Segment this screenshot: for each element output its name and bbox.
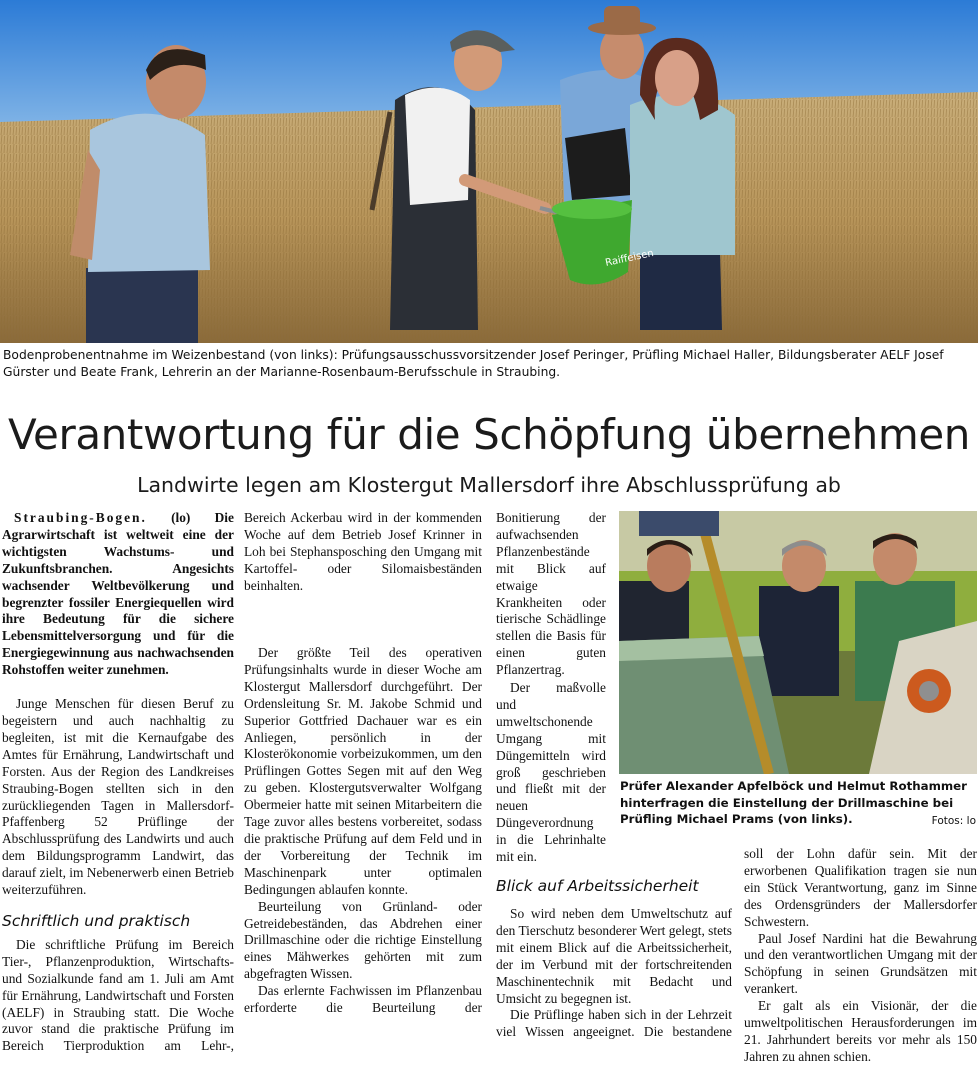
- paragraph: soll der Lohn dafür sein. Mit der erworbenen Qualifikation tragen sie nun ein Stück Verantwortung, ganz im Sinne des Ordensgründers der Mallersdorfer Schwestern.: [744, 846, 977, 929]
- paragraph: Das erlernte Fachwissen im Pflanzenbau erforderte die Beurteilung der: [244, 983, 482, 1016]
- paragraph: So wird neben dem Umweltschutz auf den Tierschutz besonderer Wert gelegt, stets mit einem Blick auf die Arbeitssicherheit, der im Verbund mit der fortschreitenden Maschinentechnik mit Bedacht und Umsicht zu begegnen ist.: [496, 906, 732, 1006]
- article-column-1: [2, 510, 234, 1055]
- author-tag: (lo): [171, 510, 191, 525]
- paragraph: Bonitierung der aufwachsenden Pflanzenbestände mit Blick auf etwaige Krankheiten oder tierische Schädlinge stellen die Basis für einen guten Pflanzertrag.: [496, 510, 606, 678]
- lead-text: Die Agrarwirtschaft ist weltweit eine der wichtigsten Wachstums- und Zukunftsbranchen. Angesichts wachsender Weltbevölkerung und begrenzter fossiler Energiequellen wird ihre Bedeutung für die sichere Lebensmittelversorgung und für die Energiegewinnung aus nachwachsenden Rohstoffen weiter zunehmen.: [2, 510, 234, 678]
- lead-paragraph: [2, 510, 234, 679]
- paragraph-continuation: Bereich Ackerbau wird in der kommenden Woche auf dem Betrieb Josef Krinner in Loh bei Stephansposching den Umgang mit Kartoffel- oder Silomaisbeständen beinhalten.: [244, 510, 482, 593]
- subheadline: Landwirte legen am Klostergut Mallersdorf ihre Abschlussprüfung ab: [137, 473, 841, 497]
- headline: Verantwortung für die Schöpfung übernehmen: [7, 410, 971, 459]
- paragraph: Er galt als ein Visionär, der die umweltpolitischen Herausforderungen im 21. Jahrhundert bereits vor mehr als 150 Jahren zu ahnen schien.: [744, 998, 977, 1064]
- side-photo-caption: [620, 778, 976, 830]
- subheading: Schriftlich und praktisch: [2, 911, 191, 930]
- subheading: Blick auf Arbeitssicherheit: [496, 877, 699, 895]
- paragraph: [244, 510, 482, 645]
- photo-credit: Fotos: lo: [931, 815, 976, 827]
- dateline: Straubing-Bogen.: [14, 510, 147, 525]
- side-photo: [619, 511, 977, 774]
- article-column-4: [744, 846, 977, 1066]
- top-photo: [0, 0, 978, 343]
- paragraph: Der größte Teil des operativen Prüfungsinhalts wurde in dieser Woche am Klostergut Mallersdorf durchgeführt. Der Ordensleitung Sr. M. Jakobe Schmid und Superior Gottfried Dachauer war es ein Anliegen, persönlich in der Klosterökonomie vorbeizukommen, um den Prüflingen Gottes Segen mit auf den Weg zu geben. Klostergutsverwalter Wolfgang Obermeier hatte mit seinen Mitarbeitern die Tage zuvor alles bestens vorbereitet, sodass die praktische Prüfung auf dem Feld und in der Vorbereitung der Technik im Maschinenpark unter optimalen Bedingungen ablaufen konnte.: [244, 645, 482, 897]
- top-photo-caption: Bodenprobenentnahme im Weizenbestand (von links): Prüfungsausschussvorsitzender Josef Peringer, Prüfling Michael Haller, Bildungsberater AELF Josef Gürster und Beate Frank, Lehrerin an der Marianne-Rosenbaum-Berufsschule in Straubing.: [3, 348, 944, 379]
- paragraph: Junge Menschen für diesen Beruf zu begeistern und auch nachhaltig zu begleiten, ist mit die Kernaufgabe des Amtes für Ernährung, Landwirtschaft und Forsten. Aus der Region des Landkreises Straubing-Bogen stellten sich in den zurückliegenden Tagen in Mallersdorf-Pfaffenberg 52 Prüflinge der Abschlussprüfung des Landwirts und auch dem Bildungsprogramm Landwirt, das darauf zielt, im Nebenerwerb einen Betrieb weiterzuführen.: [2, 696, 234, 898]
- article-column-3-lower: [496, 876, 732, 1041]
- article-column-2: [244, 510, 482, 1017]
- paragraph: Paul Josef Nardini hat die Bewahrung und den verantwortlichen Umgang mit der Schöpfung in seinen Grundsätzen mit verankert.: [744, 930, 977, 997]
- bucket-logo-text: Raiffeisen: [604, 247, 655, 269]
- article-column-3: [496, 510, 606, 866]
- paragraph: Beurteilung von Grünland- oder Getreidebeständen, das Abdrehen einer Drillmaschine oder die richtige Einstellung eines Mähwerkes gehörten mit zum abgefragten Wissen.: [244, 898, 482, 982]
- paragraph: Der maßvolle und umweltschonende Umgang mit Düngemitteln wird groß geschrieben und fließt mit der neuen Düngeverordnung in die Lehrinhalte mit ein.: [496, 680, 606, 865]
- side-caption-text: Prüfer Alexander Apfelböck und Helmut Rothammer hinterfragen die Einstellung der Drillmaschine bei Prüfling Michael Prams (von links).: [620, 779, 967, 826]
- paragraph: Die Prüflinge haben sich in der Lehrzeit viel Wissen angeeignet. Die bestandene: [496, 1007, 732, 1040]
- paragraph: Die schriftliche Prüfung im Bereich Tier-, Pflanzenproduktion, Wirtschafts- und Sozialkunde fand am 1. Juli am Amt für Ernährung, Landwirtschaft und Forsten (AELF) in Straubing statt. Die Woche zuvor stand die praktische Prüfung im Bereich Tierproduktion am Lehr-,: [2, 936, 234, 1054]
